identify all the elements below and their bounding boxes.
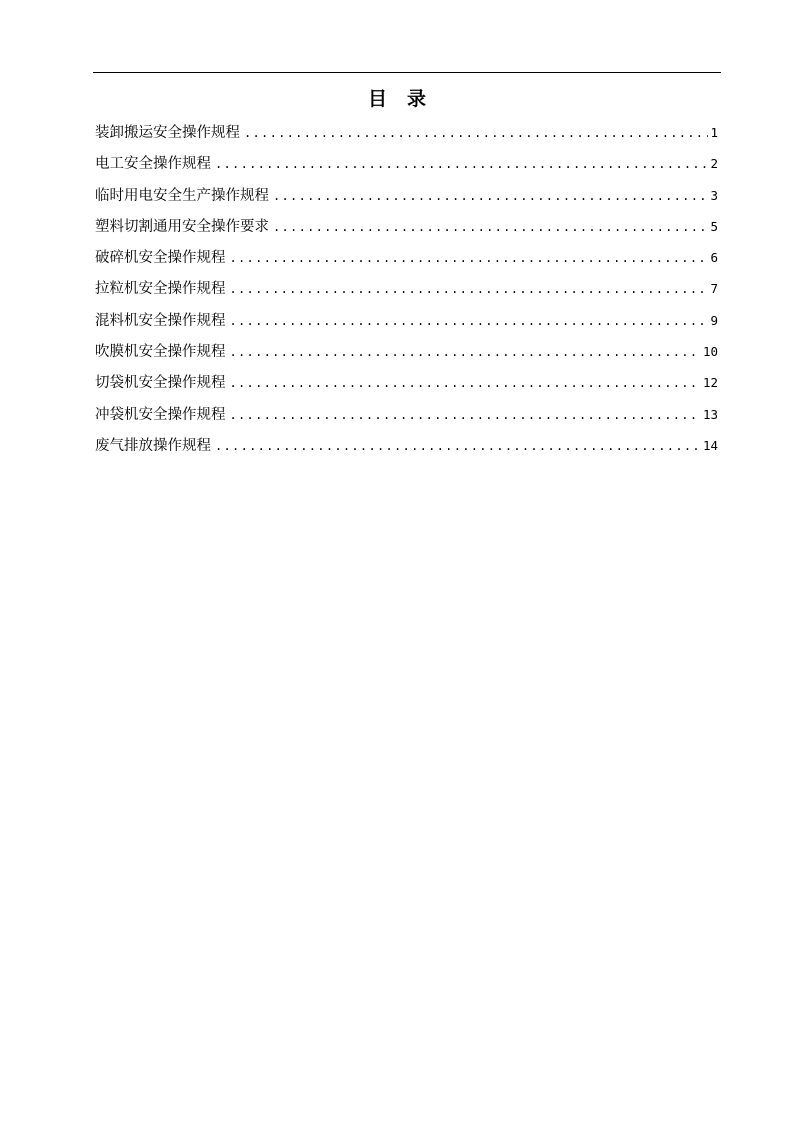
toc-entry-title[interactable]: 混料机安全操作规程: [95, 312, 226, 329]
dot-leader: [273, 215, 708, 239]
toc-entry-page[interactable]: 10: [702, 344, 718, 360]
toc-entry-page[interactable]: 5: [710, 218, 718, 234]
toc-entry[interactable]: [95, 121, 718, 152]
toc-entry[interactable]: [95, 184, 718, 215]
dot-leader: [215, 152, 708, 176]
toc-entry-title[interactable]: 塑料切割通用安全操作要求: [95, 218, 269, 235]
toc-entry[interactable]: [95, 246, 718, 277]
dot-leader: [215, 434, 701, 458]
header-rule: [93, 72, 721, 73]
toc-entry-title[interactable]: 装卸搬运安全操作规程: [95, 125, 240, 141]
toc-entry-title[interactable]: 废气排放操作规程: [95, 437, 211, 454]
toc-entry-title[interactable]: 拉粒机安全操作规程: [95, 281, 226, 298]
page-title-char-2: 录: [407, 88, 427, 110]
dot-leader: [230, 340, 701, 364]
toc-entry[interactable]: [95, 152, 718, 183]
dot-leader: [230, 277, 709, 301]
toc-entry-title[interactable]: 吹膜机安全操作规程: [95, 344, 226, 361]
toc-entry[interactable]: [95, 371, 718, 402]
toc-entry-page[interactable]: 6: [710, 250, 718, 266]
toc-entry-page[interactable]: 1: [710, 125, 718, 140]
toc-entry-page[interactable]: 12: [702, 375, 718, 391]
toc-entry[interactable]: [95, 434, 718, 465]
page-title: [0, 86, 794, 112]
toc-entry[interactable]: [95, 309, 718, 340]
toc-entry-page[interactable]: 9: [710, 312, 718, 328]
toc-entry-page[interactable]: 2: [710, 156, 718, 172]
dot-leader: [230, 371, 701, 395]
toc-entry-page[interactable]: 3: [710, 187, 718, 203]
toc-entry-title[interactable]: 电工安全操作规程: [95, 156, 211, 173]
table-of-contents: [95, 121, 718, 465]
toc-entry[interactable]: [95, 277, 718, 308]
toc-entry-page[interactable]: 13: [702, 406, 718, 422]
dot-leader: [230, 403, 701, 427]
toc-entry-title[interactable]: 破碎机安全操作规程: [95, 250, 226, 267]
toc-entry[interactable]: [95, 403, 718, 434]
dot-leader: [273, 184, 708, 208]
toc-entry-title[interactable]: 临时用电安全生产操作规程: [95, 187, 269, 204]
toc-entry-title[interactable]: 切袋机安全操作规程: [95, 375, 226, 392]
toc-entry[interactable]: [95, 215, 718, 246]
toc-entry-page[interactable]: 14: [702, 437, 718, 453]
toc-entry[interactable]: [95, 340, 718, 371]
toc-entry-page[interactable]: 7: [710, 281, 718, 297]
dot-leader: [230, 309, 709, 333]
dot-leader: [230, 246, 709, 270]
toc-entry-title[interactable]: 冲袋机安全操作规程: [95, 406, 226, 423]
dot-leader: [244, 121, 708, 145]
page-title-char-1: 目: [367, 88, 387, 110]
